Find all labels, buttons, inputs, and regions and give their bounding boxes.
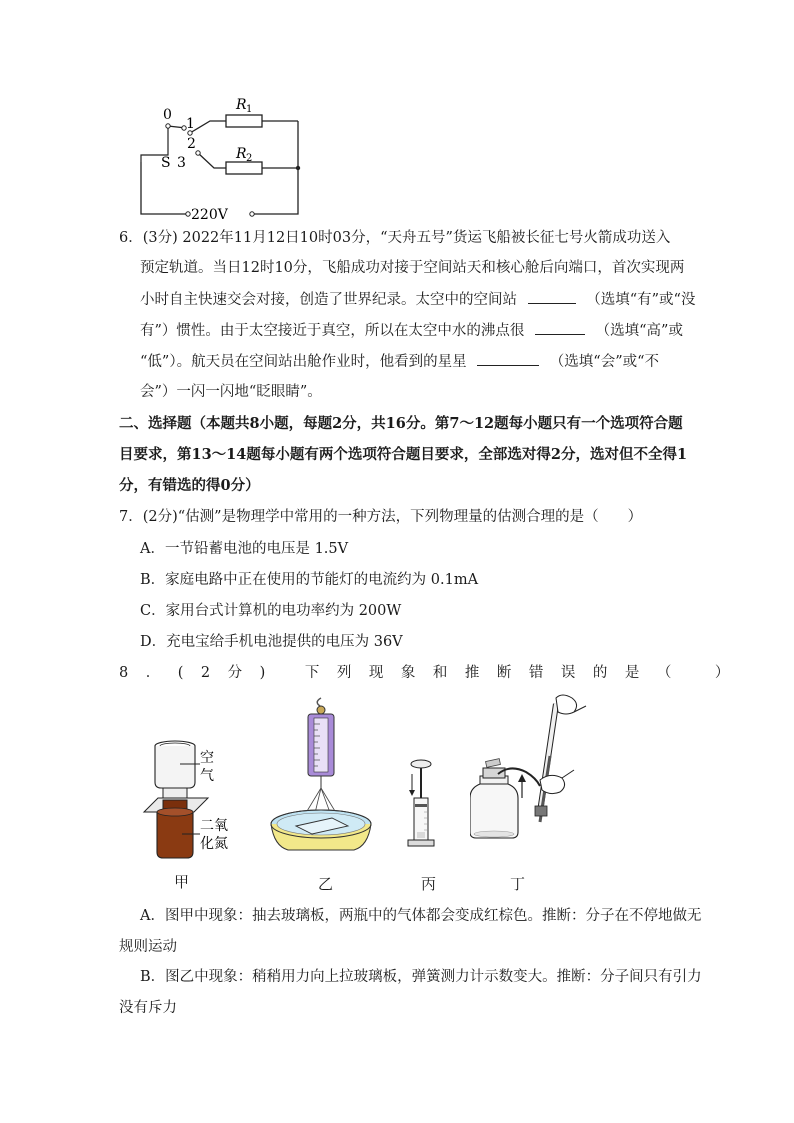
figure-jia-diffusion-jars xyxy=(136,740,246,862)
q7-option-b[interactable]: B．家庭电路中正在使用的节能灯的电流约为 0.1mA xyxy=(140,572,479,588)
section2-line-2: 目要求，第13～14题每小题有两个选项符合题目要求，全部选对得2分，选对但不全得1 xyxy=(119,446,688,463)
q6-line-3-text: 小时自主快速交会对接，创造了世界纪录。太空中的空间站 xyxy=(140,292,517,308)
r1-resistor xyxy=(226,115,262,127)
q8-option-a-line-2: 规则运动 xyxy=(119,939,177,955)
switch-pos-1: 1 xyxy=(186,116,195,132)
q7-option-c[interactable]: C．家用台式计算机的电功率约为 200W xyxy=(140,603,402,619)
q8-answer-paren[interactable]: （ ） xyxy=(656,665,730,681)
q7-option-d[interactable]: D．充电宝给手机电池提供的电压为 36V xyxy=(140,634,403,650)
q6-line-5-hint: （选填“会”或“不 xyxy=(549,354,660,370)
jar-label-huadan: 化氮 xyxy=(200,836,228,852)
q8-stem-text: 8．(2分) 下列现象和推断错误的是 xyxy=(119,665,657,681)
q6-line-2: 预定轨道。当日12时10分，飞船成功对接于空间站天和核心舱后向端口，首次实现两 xyxy=(140,260,685,276)
r1-label: R xyxy=(236,97,247,113)
jar-label-eryang: 二氧 xyxy=(200,818,228,834)
q7-stem: 7．(2分)“估测”是物理学中常用的一种方法，下列物理量的估测合理的是（ ） xyxy=(119,509,643,525)
r2-resistor xyxy=(226,162,262,174)
q8-option-a-line-1[interactable]: A．图甲中现象：抽去玻璃板，两瓶中的气体都会变成红棕色。推断：分子在不停地做无 xyxy=(140,908,702,924)
switch-label: S xyxy=(161,155,171,171)
q6-line-5 xyxy=(140,351,659,372)
q6-blank-3[interactable] xyxy=(477,351,539,366)
q8-option-b-line-1[interactable]: B．图乙中现象：稍稍用力向上拉玻璃板，弹簧测力计示数变大。推断：分子间只有引力 xyxy=(140,969,702,985)
q8-stem xyxy=(119,663,729,683)
fig-label-jia: 甲 xyxy=(174,873,190,891)
q7-option-a[interactable]: A．一节铅蓄电池的电压是 1.5V xyxy=(140,541,349,557)
r2-label: R xyxy=(236,146,247,162)
switch-pos-0: 0 xyxy=(163,107,172,123)
q6-line-1: 6．(3分) 2022年11月12日10时03分，“天舟五号”货运飞船被长征七号火箭成功送入 xyxy=(119,230,671,246)
q6-line-3-hint: （选填“有”或“没 xyxy=(586,292,696,308)
switch-pos-2: 2 xyxy=(187,136,196,152)
q6-blank-1[interactable] xyxy=(528,289,576,304)
q6-line-3 xyxy=(140,289,695,310)
q6-line-4 xyxy=(140,320,683,341)
q6-line-6: 会”）一闪一闪地“眨眼睛”。 xyxy=(140,384,322,400)
figure-bing-air-syringe xyxy=(400,758,450,854)
supply-voltage-label: 220V xyxy=(191,207,228,222)
section2-line-3: 分，有错选的得0分） xyxy=(119,477,260,494)
section2-line-1: 二、选择题（本题共8小题，每题2分，共16分。第7～12题每小题只有一个选项符合题 xyxy=(119,415,683,432)
fig-label-ding: 丁 xyxy=(510,875,526,893)
fig-label-yi: 乙 xyxy=(318,875,334,893)
q6-line-4-hint: （选填“高”或 xyxy=(595,323,683,339)
jar-label-kong: 空 xyxy=(200,750,214,766)
q6-line-5-text: “低”）。航天员在空间站出舱作业时，他看到的星星 xyxy=(140,354,467,370)
r2-subscript: 2 xyxy=(246,153,253,164)
fig-label-bing: 丙 xyxy=(421,875,437,893)
q6-blank-2[interactable] xyxy=(535,320,585,335)
q8-option-b-line-2: 没有斥力 xyxy=(119,1000,177,1016)
figure-yi-spring-scale xyxy=(268,696,378,866)
switch-pos-3: 3 xyxy=(177,155,186,171)
jar-label-qi: 气 xyxy=(200,768,214,784)
q6-line-4-text: 有”）惯性。由于太空接近于真空，所以在太空中水的沸点很 xyxy=(140,323,525,339)
r1-subscript: 1 xyxy=(246,104,253,115)
figure-ding-bottle-pump xyxy=(470,694,590,842)
circuit-diagram xyxy=(130,92,310,222)
